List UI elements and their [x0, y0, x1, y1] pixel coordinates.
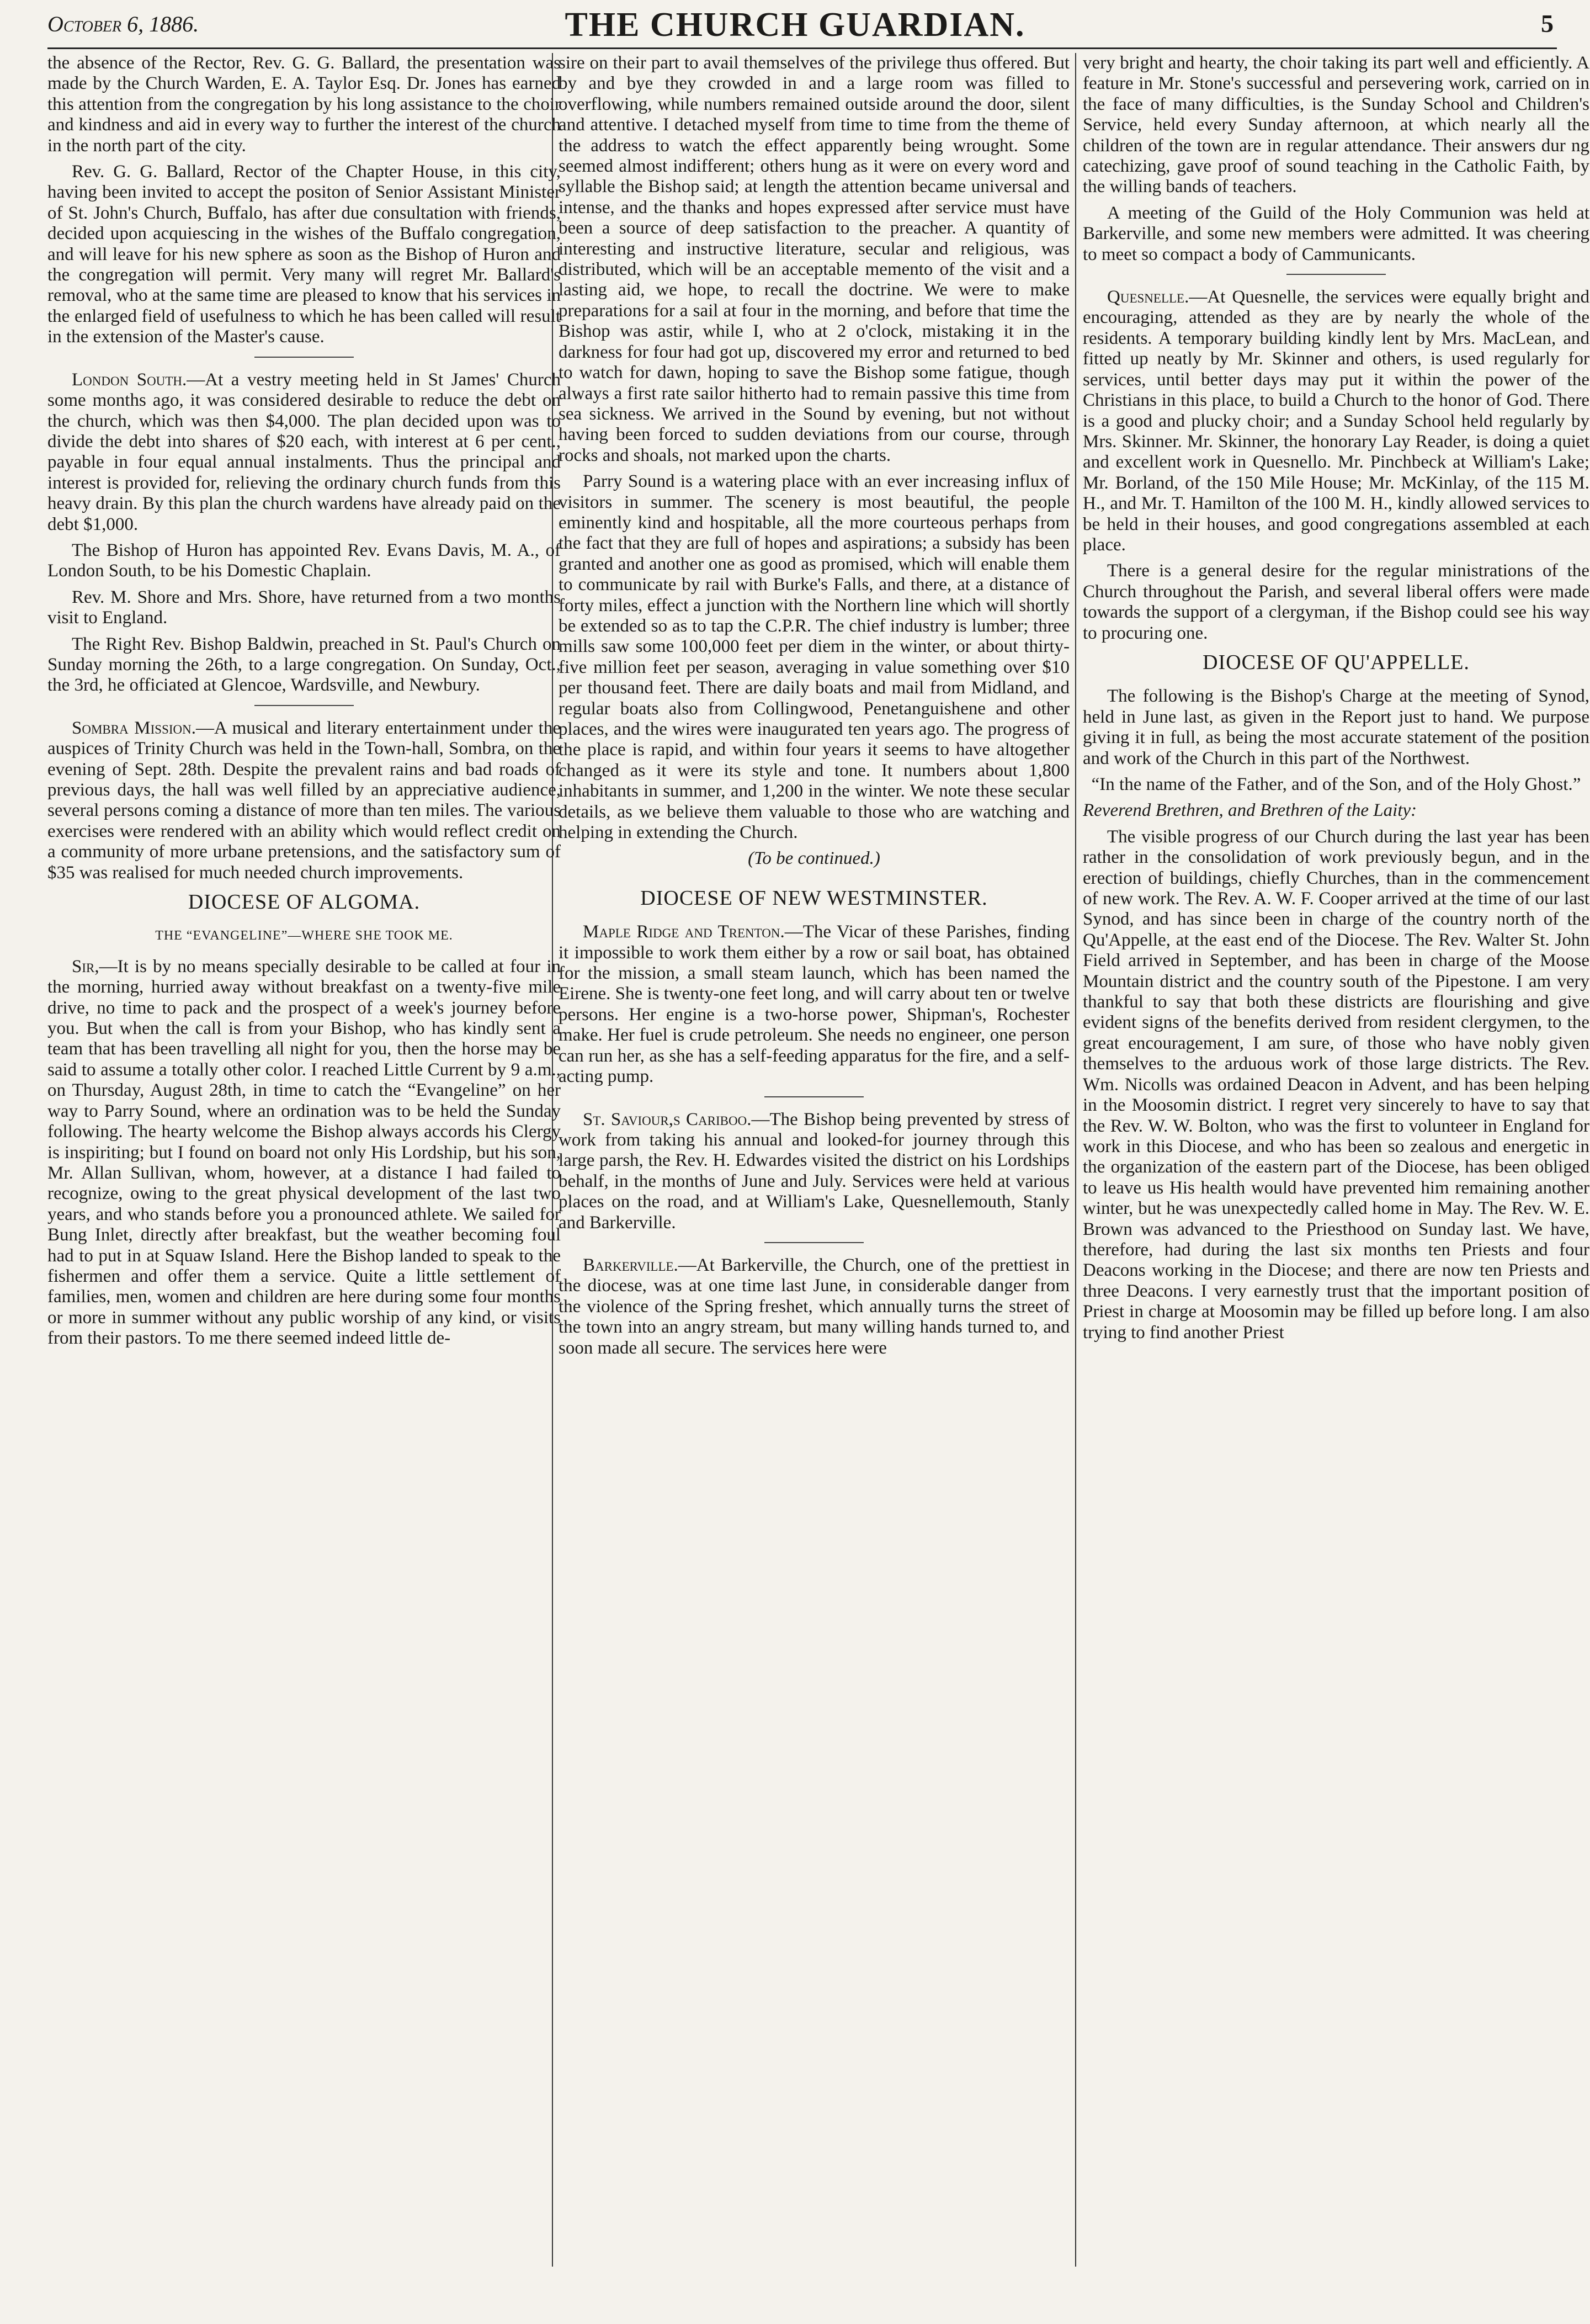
item-lead: St. Saviour,s Cariboo.	[583, 1109, 752, 1129]
article-paragraph: Barkerville.—At Barkerville, the Church, one of the prettiest in the diocese, was at one time last June, in considerable danger from the violence of the Spring freshet, which annually turns the street of the town into an angry stream, but many willing hands turned to, and soon made all secure. The services here were	[559, 1255, 1070, 1358]
issue-date: October 6, 1886.	[47, 12, 199, 36]
article-paragraph: Sir,—It is by no means specially desirable to be called at four in the morning, hurried away without breakfast on a twenty-five mile drive, no time to pack and the prospect of a week's journey before you. But when the call is from your Bishop, who has kindly sent a team that has been travelling all night for you, then the horse may be said to assume a totally other color. I reached Little Current by 9 a.m., on Thursday, August 28th, in time to catch the “Evangeline” on her way to Parry Sound, where an ordination was to be held the Sunday following. The hearty welcome the Bishop always accords his Clergy is inspiriting; but I found on board not only His Lordship, but his son, Mr. Allan Sullivan, whom, however, at a distance I had failed to recognize, owing to the great physical development of the last two years, and who stands before you a pronounced athlete. We sailed for Bung Inlet, directly after breakfast, but the weather becoming foul had to put in at Squaw Island. Here the Bishop landed to speak to the fishermen and offer them a service. Quite a little settlement of families, men, women and children are here during some four months or more in summer without any public worship of any kind, or visits from their pastors. To me there seemed indeed little de-	[47, 956, 561, 1349]
divider	[1286, 274, 1386, 275]
page-number: 5	[1541, 9, 1554, 38]
divider	[764, 1242, 864, 1243]
continued-note: (To be continued.)	[748, 848, 880, 869]
item-lead: Sombra Mission.	[72, 718, 196, 738]
masthead-rule	[47, 47, 1557, 49]
column-rule-2	[1075, 53, 1076, 2267]
article-paragraph: The following is the Bishop's Charge at the meeting of Synod, held in June last, as given in the Report just to hand. We purpose giving it in full, as being the most accurate statement of the position and work of the Church in this part of the Northwest.	[1083, 686, 1589, 768]
item-lead: Sir,	[72, 956, 99, 977]
divider	[254, 357, 354, 358]
article-paragraph: Parry Sound is a watering place with an ever increasing influx of visitors in summer. The scenery is most beautiful, the people eminently kind and hospitable, all the more courteous perhaps from the fact that they are full of hopes and aspirations; a subsidy has been granted and another one as good as promised, which will enable them to communicate by rail with Burke's Falls, and there, at a distance of forty miles, effect a junction with the Northern line which will shortly be extended so as to tap the C.P.R. The chief industry is lumber; three mills saw some 100,000 feet per diem in the winter, or about thirty-five million feet per season, averaging in value something over $10 per thousand feet. There are daily boats and mail from Midland, and regular boats also from Collingwood, Penetanguishene and other places, and the wires were inaugurated ten years ago. The progress of the place is rapid, and within four years it seems to have altogether changed as it were its style and tone. It numbers about 1,800 inhabitants in summer, and 1,200 in the winter. We note these secular details, as we believe them valuable to those who are watching and helping in extending the Church.	[559, 471, 1070, 843]
invocation: “In the name of the Father, and of the Son, and of the Holy Ghost.”	[1091, 774, 1581, 794]
divider	[254, 705, 354, 706]
item-lead: Barkerville.	[583, 1255, 678, 1275]
article-paragraph: Rev. M. Shore and Mrs. Shore, have returned from a two months visit to England.	[47, 587, 561, 628]
masthead	[0, 0, 1590, 49]
divider	[764, 1096, 864, 1097]
article-paragraph: St. Saviour,s Cariboo.—The Bishop being prevented by stress of work from taking his annual and looked-for journey through this large parsh, the Rev. H. Edwardes visited the district on his Lordships behalf, in the months of June and July. Services were held at various places on the road, and at William's Lake, Quesnellemouth, Stanly and Barkerville.	[559, 1109, 1070, 1233]
salutation: Reverend Brethren, and Brethren of the Laity:	[1083, 800, 1417, 821]
article-paragraph: A meeting of the Guild of the Holy Communion was held at Barkerville, and some new members were admitted. It was cheering to meet so compact a body of Cammunicants.	[1083, 203, 1589, 264]
article-paragraph: The Right Rev. Bishop Baldwin, preached in St. Paul's Church on Sunday morning the 26th, to a large congregation. On Sunday, Oct., the 3rd, he officiated at Glencoe, Wardsville, and Newbury.	[47, 634, 561, 696]
article-paragraph: very bright and hearty, the choir taking its part well and efficiently. A feature in Mr. Stone's successful and persevering work, carried on in the face of many difficulties, is the Sunday School and Children's Service, held every Sunday afternoon, at which nearly all the children of the town are in regular attendance. Their answers dur ng catechizing, gave proof of sound teaching in the Catholic Faith, by the willing bands of teachers.	[1083, 53, 1589, 197]
article-paragraph: the absence of the Rector, Rev. G. G. Ballard, the presentation was made by the Church Warden, E. A. Taylor Esq. Dr. Jones has earned this attention from the congregation by his long assistance to the choir and kindness and aid in every way to further the interest of the church in the north part of the city.	[47, 53, 561, 156]
item-lead: Quesnelle.	[1107, 287, 1189, 307]
column-2	[559, 53, 1070, 2261]
article-subheading: THE “EVANGELINE”—WHERE SHE TOOK ME.	[155, 928, 453, 943]
newspaper-title: THE CHURCH GUARDIAN.	[565, 6, 1025, 44]
article-paragraph: sire on their part to avail themselves of the privilege thus offered. But by and bye they crowded in and a large room was filled to overflowing, while numbers remained outside around the door, silent and attentive. I detached myself from time to time from the theme of the address to watch the effect apparently being wrought. Some seemed almost indifferent; others hung as it were on every word and syllable the Bishop said; at length the attention became universal and intense, and the thanks and hopes expressed after service must have been a source of deep satisfaction to the preacher. A quantity of interesting and instructive literature, secular and religious, was distributed, which will be an acceptable memento of the visit and a lasting aid, we hope, to recall the doctrine. We were to make preparations for a sail at four in the morning, and before that time the Bishop was astir, while I, who at 2 o'clock, mistaking it in the darkness for four had got up, discovered my error and returned to bed to watch for dawn, hoping to save the Bishop some fatigue, though always a first rate sailor hitherto had to remain passive this time from sea sickness. We arrived in the Sound by evening, but not without having been forced to sudden deviations from our course, through rocks and shoals, not marked upon the charts.	[559, 53, 1070, 465]
article-paragraph: Quesnelle.—At Quesnelle, the services were equally bright and encouraging, attended as they are by nearly the whole of the residents. A temporary building kindly lent by Mrs. MacLean, and fitted up neatly by Mr. Skinner and others, is used regularly for services, until better days may put it within the power of the Christians in this place, to build a Church to the honor of God. There is a good and plucky choir; and a Sunday School held regularly by Mrs. Skinner. Mr. Skinner, the honorary Lay Reader, is doing a quiet and excellent work in Quesnello. Mr. Pinchbeck at William's Lake; Mr. Borland, of the 150 Mile House; Mr. McKinlay, of the 115 M. H., and Mr. T. Hamilton of the 100 M. H., kindly allowed services to be held in their houses, and good congregations assembled at each place.	[1083, 287, 1589, 555]
article-paragraph: Sombra Mission.—A musical and literary entertainment under the auspices of Trinity Church was held in the Town-hall, Sombra, on the evening of Sept. 28th. Despite the prevalent rains and bad roads of previous days, the hall was well filled by an appreciative audience, several persons coming a distance of more than ten miles. The various exercises were rendered with an ability which would reflect credit on a community of more urbane pretensions, and the satisfactory sum of $35 was realised for much needed church improvements.	[47, 718, 561, 883]
column-3	[1083, 53, 1589, 2261]
section-heading-algoma: DIOCESE OF ALGOMA.	[188, 890, 421, 914]
article-paragraph: Maple Ridge and Trenton.—The Vicar of these Parishes, finding it impossible to work them either by a row or sail boat, has obtained for the mission, a small steam launch, which has been named the Eirene. She is twenty-one feet long, and will carry about ten or twelve persons. Her engine is a two-horse power, Shipman's, Rochester make. Her fuel is crude petroleum. She needs no engineer, one person can run her, as she has a self-feeding apparatus for the fire, and a self-acting pump.	[559, 922, 1070, 1087]
article-paragraph: The visible progress of our Church during the last year has been rather in the consolidation of work previously begun, and in the erection of buildings, chiefly Churches, than in the commencement of new work. The Rev. A. W. F. Cooper arrived at the time of our last Synod, and has since been in charge of the country north of the Qu'Appelle, at the east end of the Diocese. The Rev. Walter St. John Field arrived in September, and has been in charge of the Moose Mountain district and the country south of the Pipestone. I am very thankful to say that both these districts are flourishing and give evident signs of the benefits derived from resident clergymen, to the great encouragement, I am sure, of those who have nobly given themselves to the arduous work of those large districts. The Rev. Wm. Nicolls was ordained Deacon in Advent, and has been helping in the Moosomin district. I regret very sincerely to have to say that the Rev. W. W. Bolton, who was the first to volunteer in England for work in this Diocese, and who has been so zealous and energetic in the organization of the eastern part of the Diocese, has been obliged to leave us His health would have prevented him remaining another winter, but he was unexpectedly called home in May. The Rev. W. E. Brown was advanced to the Priesthood on Sunday last. We have, therefore, had during the last six months ten Priests and four Deacons working in the Diocese; and there are now ten Priests and three Deacons. I very earnestly trust that the important position of Priest in charge at Moosomin may be filled up before long. I am also trying to find another Priest	[1083, 826, 1589, 1343]
article-paragraph: Rev. G. G. Ballard, Rector of the Chapter House, in this city, having been invited to accept the positon of Senior Assistant Minister of St. John's Church, Buffalo, has after due consultation with friends, decided upon acquiescing in the wishes of the Buffalo congregation, and will leave for his new sphere as soon as the Bishop of Huron and the congregation will permit. Very many will regret Mr. Ballard's removal, who at the same time are pleased to know that his services in the enlarged field of usefulness to which he has been called will result in the extension of the Master's cause.	[47, 162, 561, 347]
item-lead: London South.	[72, 369, 187, 390]
section-heading-new-westminster: DIOCESE OF NEW WESTMINSTER.	[640, 886, 988, 910]
article-paragraph: The Bishop of Huron has appointed Rev. Evans Davis, M. A., of London South, to be his Domestic Chaplain.	[47, 540, 561, 581]
article-paragraph: London South.—At a vestry meeting held in St James' Church some months ago, it was considered desirable to reduce the debt on the church, which was then $4,000. The plan decided upon was to divide the debt into shares of $20 each, with interest at 6 per cent., payable in four equal annual instalments. Thus the principal and interest is provided for, relieving the ordinary church funds from this heavy drain. By this plan the church wardens have already paid on the debt $1,000.	[47, 369, 561, 534]
section-heading-quappelle: DIOCESE OF QU'APPELLE.	[1203, 650, 1470, 674]
column-1	[47, 53, 561, 2261]
article-paragraph: There is a general desire for the regular ministrations of the Church throughout the Parish, and several liberal offers were made towards the support of a clergyman, if the Bishop could see his way to procuring one.	[1083, 561, 1589, 643]
item-lead: Maple Ridge and Trenton.	[583, 922, 785, 942]
